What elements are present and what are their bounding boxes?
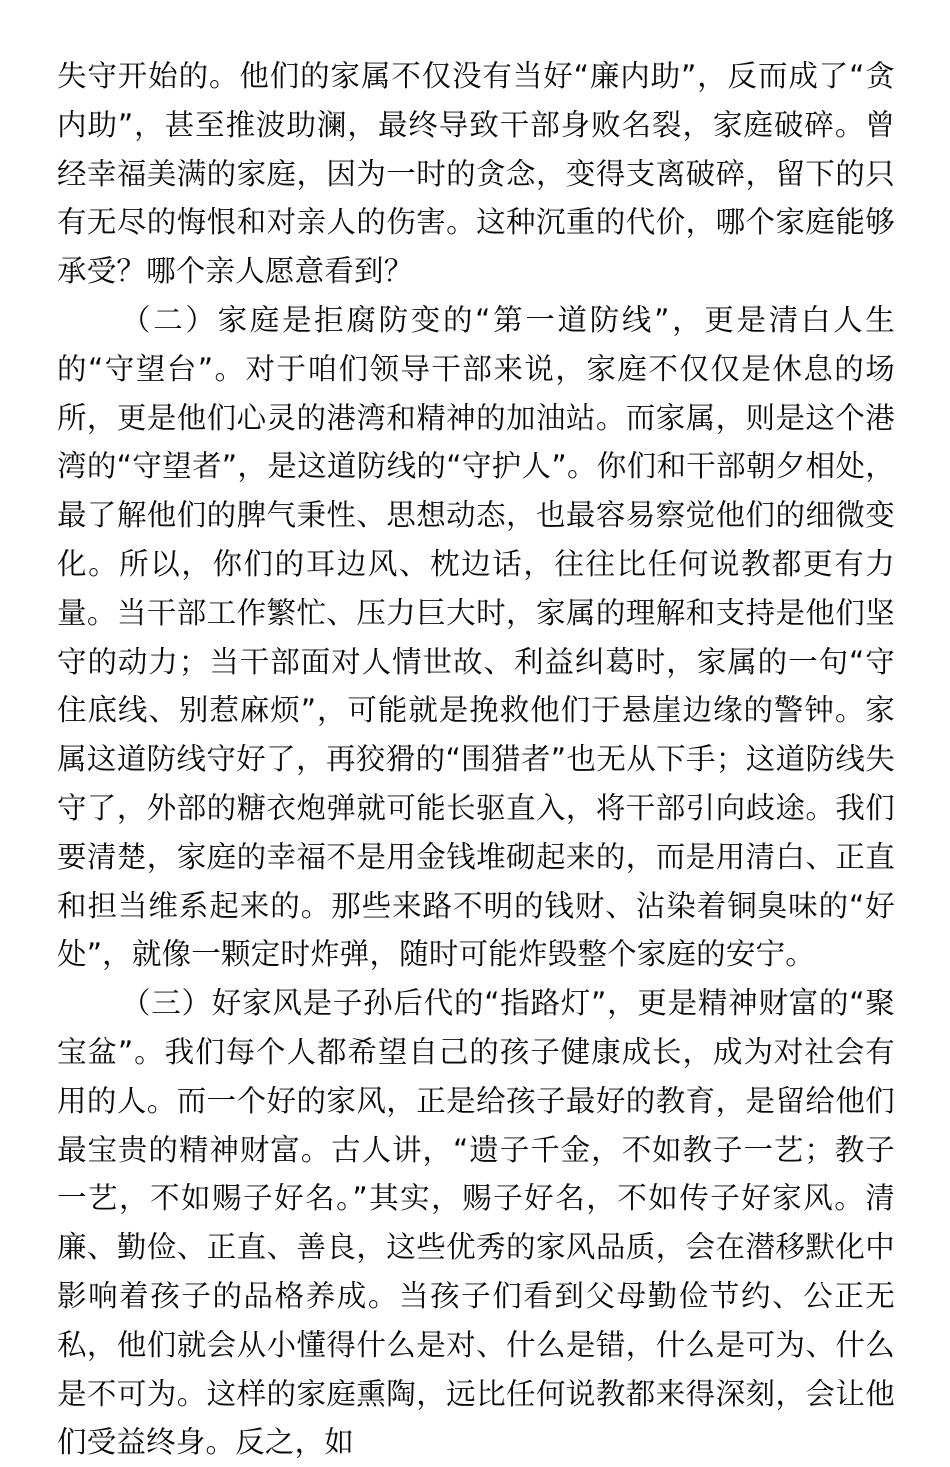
paragraph-continuation: 失守开始的。他们的家属不仅没有当好“廉内助”，反而成了“贪内助”，甚至推波助澜，最终导致干部身败名裂，家庭破碎。曾经幸福美满的家庭，因为一时的贪念，变得支离破碎，留下的只有无尽的悔恨和对亲人的伤害。这种沉重的代价，哪个家庭能够承受？哪个亲人愿意看到？ [57, 59, 895, 289]
paragraph-section-three: （三）好家风是子孙后代的“指路灯”，更是精神财富的“聚宝盆”。我们每个人都希望自己的孩子健康成长，成为对社会有用的人。而一个好的家风，正是给孩子最好的教育，是留给他们最宝贵的精神财富。古人讲，“遗子千金，不如教子一艺；教子一艺，不如赐子好名。”其实，赐子好名，不如传子好家风。清廉、勤俭、正直、善良，这些优秀的家风品质，会在潜移默化中影响着孩子的品格养成。当孩子们看到父母勤俭节约、公正无私，他们就会从小懂得什么是对、什么是错，什么是可为、什么是不可为。这样的家庭熏陶，远比任何说教都来得深刻，会让他们受益终身。反之，如 [57, 986, 895, 1460]
document-text-body [57, 52, 895, 1467]
paragraph-section-two: （二）家庭是拒腐防变的“第一道防线”，更是清白人生的“守望台”。对于咱们领导干部来说，家庭不仅仅是休息的场所，更是他们心灵的港湾和精神的加油站。而家属，则是这个港湾的“守望者”，是这道防线的“守护人”。你们和干部朝夕相处，最了解他们的脾气秉性、思想动态，也最容易察觉他们的细微变化。所以，你们的耳边风、枕边话，往往比任何说教都更有力量。当干部工作繁忙、压力巨大时，家属的理解和支持是他们坚守的动力；当干部面对人情世故、利益纠葛时，家属的一句“守住底线、别惹麻烦”，可能就是挽救他们于悬崖边缘的警钟。家属这道防线守好了，再狡猾的“围猎者”也无从下手；这道防线失守了，外部的糖衣炮弹就可能长驱直入，将干部引向歧途。我们要清楚，家庭的幸福不是用金钱堆砌起来的，而是用清白、正直和担当维系起来的。那些来路不明的钱财、沾染着铜臭味的“好处”，就像一颗定时炸弹，随时可能炸毁整个家庭的安宁。 [57, 302, 895, 972]
